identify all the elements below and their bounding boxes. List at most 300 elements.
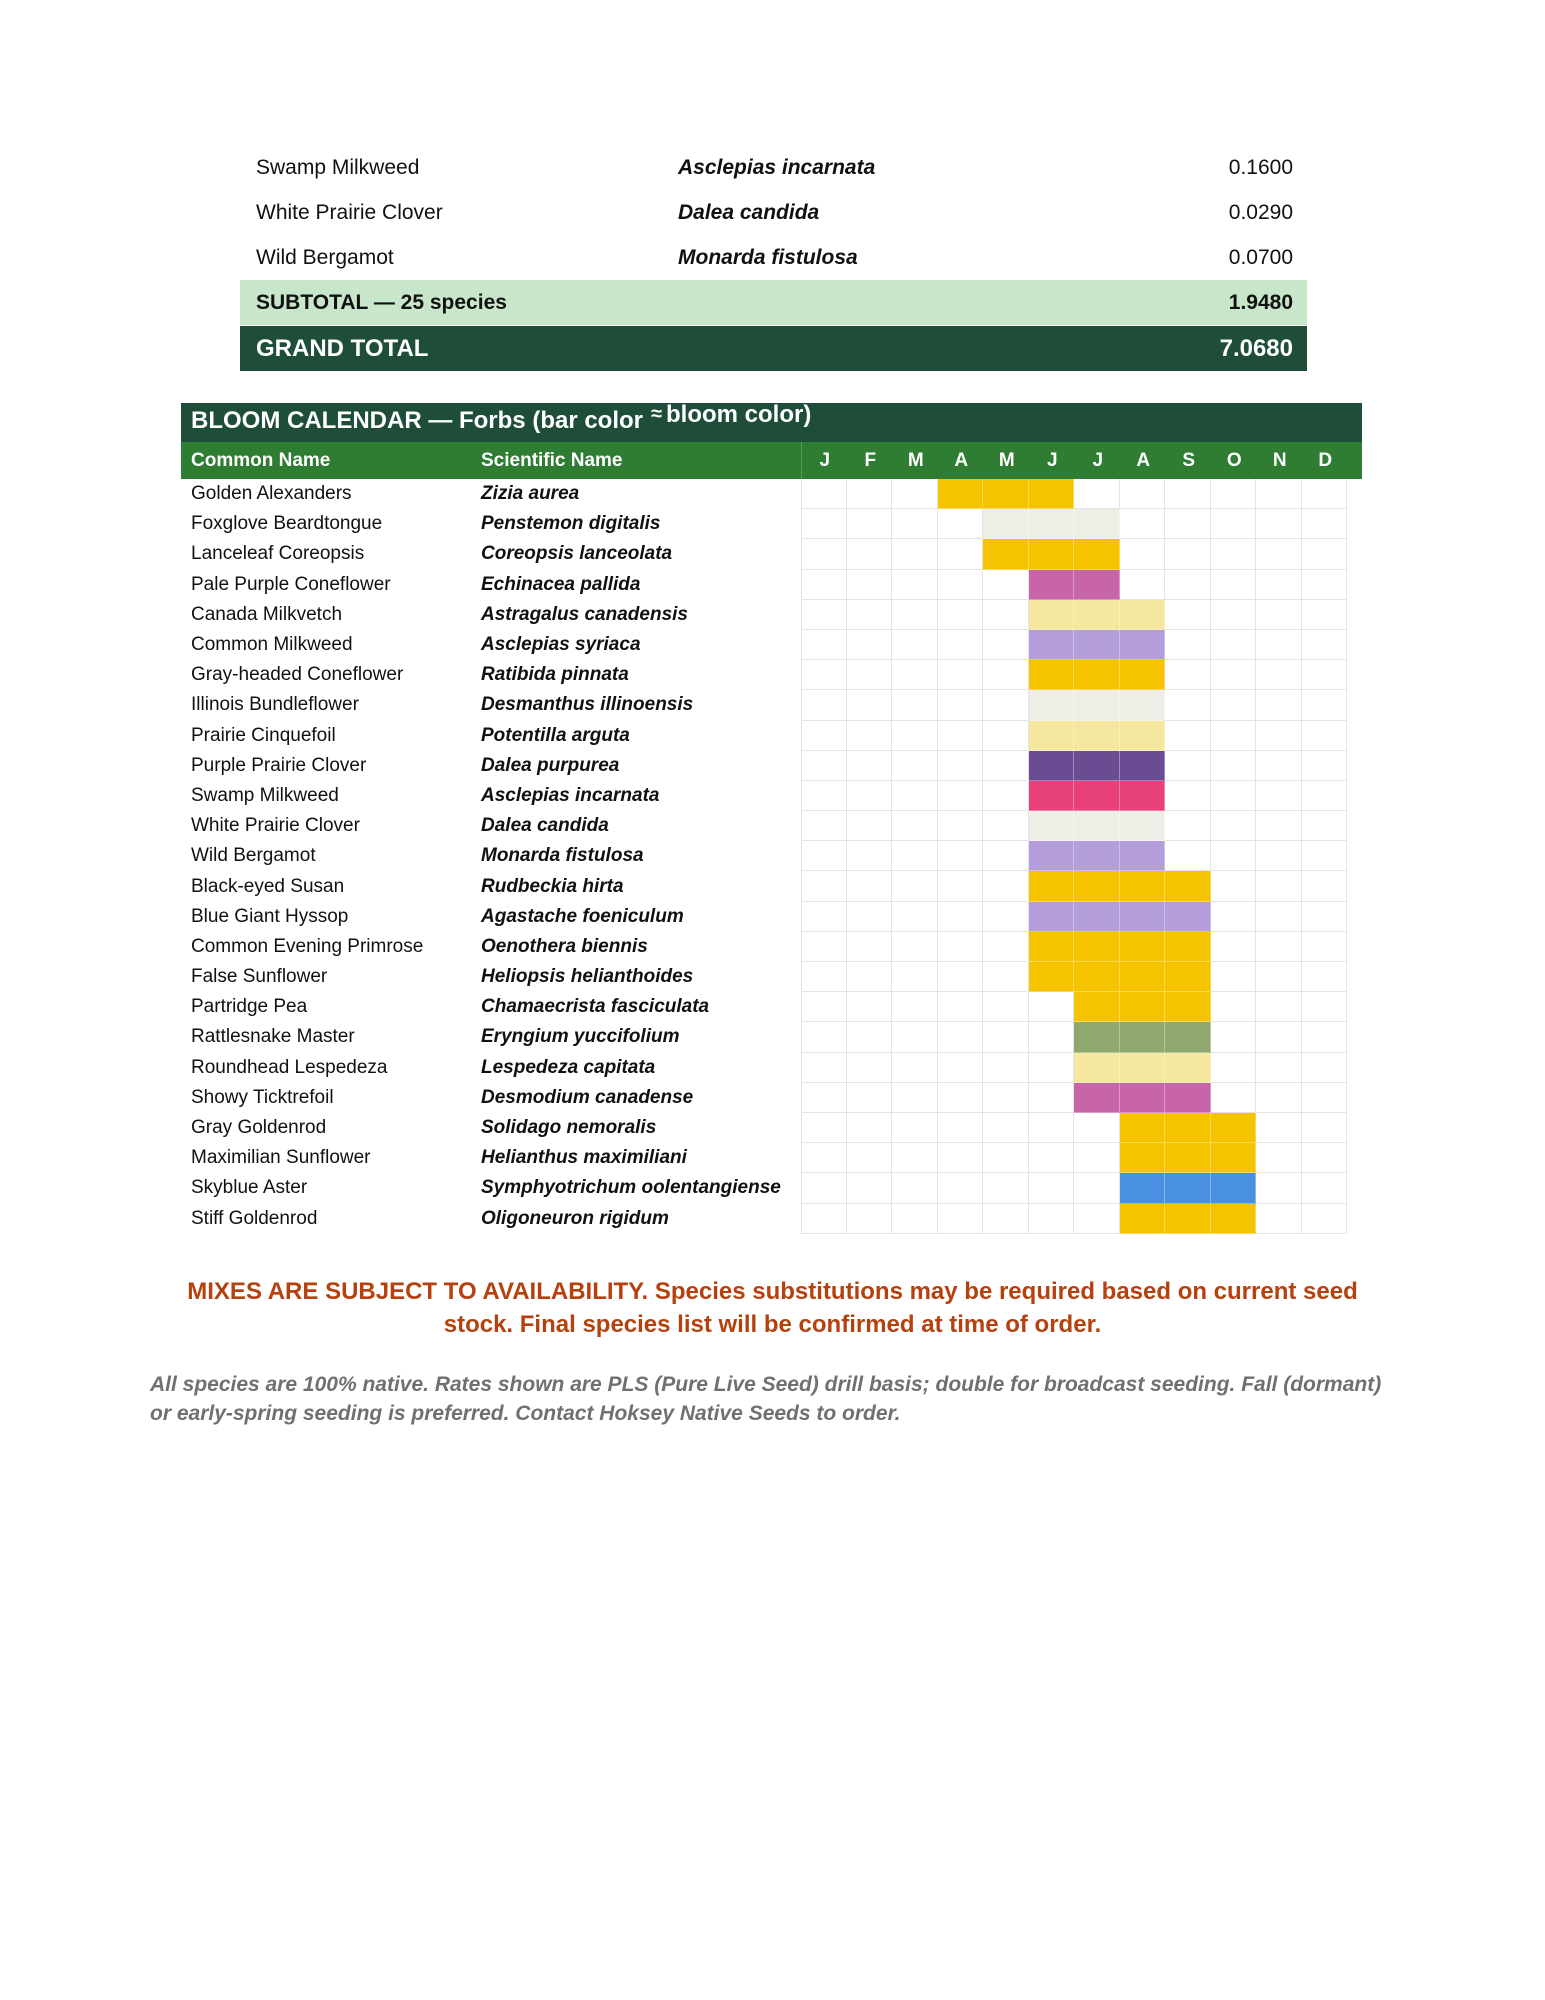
empty-month-cell (847, 811, 893, 841)
bloom-bar-cell (1029, 479, 1075, 509)
rate-value: 0.1600 (1228, 155, 1293, 179)
bloom-scientific-name: Agastache foeniculum (481, 905, 684, 927)
bloom-scientific-name: Echinacea pallida (481, 573, 641, 595)
empty-month-cell (1256, 1173, 1302, 1203)
empty-month-cell (1302, 479, 1348, 509)
bloom-scientific-name: Lespedeza capitata (481, 1056, 656, 1078)
bloom-row (181, 630, 1362, 660)
empty-month-cell (1256, 1083, 1302, 1113)
empty-month-cell (983, 871, 1029, 901)
bloom-row (181, 781, 1362, 811)
empty-month-cell (1165, 781, 1211, 811)
bloom-bar-cell (1029, 932, 1075, 962)
bloom-month-cells (801, 1113, 1347, 1143)
empty-month-cell (983, 1083, 1029, 1113)
empty-month-cell (847, 1022, 893, 1052)
empty-month-cell (1302, 811, 1348, 841)
empty-month-cell (801, 570, 847, 600)
empty-month-cell (892, 690, 938, 720)
empty-month-cell (1302, 992, 1348, 1022)
empty-month-cell (801, 660, 847, 690)
empty-month-cell (801, 781, 847, 811)
empty-month-cell (938, 811, 984, 841)
bloom-bar-cell (1029, 570, 1075, 600)
empty-month-cell (1302, 630, 1348, 660)
rate-scientific-name: Asclepias incarnata (678, 155, 876, 179)
empty-month-cell (801, 1053, 847, 1083)
empty-month-cell (1256, 690, 1302, 720)
empty-month-cell (892, 630, 938, 660)
month-header: D (1318, 450, 1333, 471)
empty-month-cell (1029, 1022, 1075, 1052)
empty-month-cell (801, 1022, 847, 1052)
empty-month-cell (892, 600, 938, 630)
bloom-month-cells (801, 902, 1347, 932)
bloom-bar-cell (1120, 932, 1166, 962)
bloom-row (181, 871, 1362, 901)
bloom-bar-cell (1074, 992, 1120, 1022)
bloom-bar-cell (1074, 871, 1120, 901)
empty-month-cell (892, 1083, 938, 1113)
grand-total-rate: 7.0680 (1219, 334, 1293, 362)
empty-month-cell (1302, 902, 1348, 932)
bloom-common-name: Black-eyed Susan (191, 875, 345, 897)
empty-month-cell (801, 841, 847, 871)
empty-month-cell (938, 570, 984, 600)
month-headers (801, 442, 1348, 479)
empty-month-cell (801, 1083, 847, 1113)
empty-month-cell (801, 1143, 847, 1173)
bloom-row (181, 1173, 1362, 1203)
bloom-bar-cell (1120, 1204, 1166, 1234)
bloom-month-cells (801, 690, 1347, 720)
bloom-bar-cell (983, 539, 1029, 569)
empty-month-cell (1029, 1204, 1075, 1234)
empty-month-cell (1211, 630, 1257, 660)
bloom-month-cells (801, 509, 1347, 539)
empty-month-cell (892, 1143, 938, 1173)
bloom-bar-cell (1029, 871, 1075, 901)
empty-month-cell (892, 721, 938, 751)
empty-month-cell (847, 1204, 893, 1234)
empty-month-cell (801, 721, 847, 751)
empty-month-cell (847, 600, 893, 630)
empty-month-cell (801, 811, 847, 841)
bloom-row (181, 841, 1362, 871)
bloom-bar-cell (1211, 1204, 1257, 1234)
empty-month-cell (983, 690, 1029, 720)
empty-month-cell (983, 600, 1029, 630)
bloom-row (181, 1204, 1362, 1234)
empty-month-cell (847, 479, 893, 509)
empty-month-cell (1211, 781, 1257, 811)
empty-month-cell (847, 1173, 893, 1203)
title-main: BLOOM CALENDAR — Forbs (bar color (191, 407, 644, 434)
bloom-bar-cell (1120, 811, 1166, 841)
bloom-bar-cell (1120, 630, 1166, 660)
bloom-common-name: Partridge Pea (191, 996, 308, 1018)
empty-month-cell (892, 1053, 938, 1083)
empty-month-cell (983, 1053, 1029, 1083)
bloom-month-cells (801, 600, 1347, 630)
bloom-bar-cell (1165, 1053, 1211, 1083)
empty-month-cell (801, 690, 847, 720)
empty-month-cell (938, 690, 984, 720)
bloom-bar-cell (1120, 1083, 1166, 1113)
empty-month-cell (1165, 751, 1211, 781)
bloom-bar-cell (1029, 721, 1075, 751)
empty-month-cell (1211, 479, 1257, 509)
bloom-month-cells (801, 811, 1347, 841)
empty-month-cell (1074, 479, 1120, 509)
bloom-month-cells (801, 1173, 1347, 1203)
empty-month-cell (1302, 1113, 1348, 1143)
bloom-scientific-name: Heliopsis helianthoides (481, 966, 694, 988)
empty-month-cell (892, 539, 938, 569)
empty-month-cell (1211, 992, 1257, 1022)
empty-month-cell (1165, 721, 1211, 751)
header-scientific-name: Scientific Name (481, 449, 623, 471)
empty-month-cell (801, 479, 847, 509)
bloom-row (181, 1113, 1362, 1143)
empty-month-cell (1256, 539, 1302, 569)
bloom-bar-cell (1165, 1113, 1211, 1143)
empty-month-cell (892, 479, 938, 509)
bloom-common-name: Gray Goldenrod (191, 1117, 327, 1139)
bloom-scientific-name: Helianthus maximiliani (481, 1147, 687, 1169)
bloom-month-cells (801, 1143, 1347, 1173)
bloom-bar-cell (1029, 660, 1075, 690)
bloom-common-name: Canada Milkvetch (191, 603, 343, 625)
empty-month-cell (892, 871, 938, 901)
empty-month-cell (1029, 1053, 1075, 1083)
empty-month-cell (1029, 1143, 1075, 1173)
bloom-common-name: Maximilian Sunflower (191, 1147, 371, 1169)
bloom-scientific-name: Coreopsis lanceolata (481, 543, 673, 565)
empty-month-cell (983, 751, 1029, 781)
empty-month-cell (938, 1083, 984, 1113)
empty-month-cell (983, 781, 1029, 811)
empty-month-cell (847, 1143, 893, 1173)
bloom-row (181, 690, 1362, 720)
bloom-bar-cell (1029, 690, 1075, 720)
bloom-bar-cell (1074, 1083, 1120, 1113)
month-header: J (1046, 450, 1058, 471)
month-header: A (1136, 450, 1151, 471)
rate-scientific-name: Dalea candida (678, 200, 820, 224)
empty-month-cell (801, 871, 847, 901)
empty-month-cell (801, 509, 847, 539)
bloom-scientific-name: Desmodium canadense (481, 1086, 694, 1108)
empty-month-cell (1211, 1083, 1257, 1113)
bloom-bar-cell (1120, 871, 1166, 901)
empty-month-cell (847, 871, 893, 901)
empty-month-cell (1302, 932, 1348, 962)
bloom-bar-cell (1074, 932, 1120, 962)
empty-month-cell (801, 600, 847, 630)
empty-month-cell (801, 539, 847, 569)
rate-row (240, 190, 1307, 235)
bloom-bar-cell (1074, 721, 1120, 751)
empty-month-cell (1302, 660, 1348, 690)
empty-month-cell (938, 721, 984, 751)
bloom-common-name: Golden Alexanders (191, 483, 352, 505)
rate-common-name: Swamp Milkweed (256, 155, 420, 179)
empty-month-cell (938, 751, 984, 781)
bloom-bar-cell (1074, 660, 1120, 690)
bloom-bar-cell (1029, 600, 1075, 630)
empty-month-cell (847, 902, 893, 932)
empty-month-cell (938, 1113, 984, 1143)
bloom-calendar-title (181, 403, 1362, 442)
empty-month-cell (1165, 570, 1211, 600)
bloom-bar-cell (1074, 509, 1120, 539)
bloom-bar-cell (1074, 811, 1120, 841)
bloom-month-cells (801, 630, 1347, 660)
empty-month-cell (1165, 690, 1211, 720)
bloom-row (181, 539, 1362, 569)
empty-month-cell (1256, 811, 1302, 841)
bloom-row (181, 992, 1362, 1022)
empty-month-cell (983, 660, 1029, 690)
bloom-bar-cell (1074, 781, 1120, 811)
empty-month-cell (938, 1204, 984, 1234)
empty-month-cell (847, 962, 893, 992)
empty-month-cell (1302, 570, 1348, 600)
empty-month-cell (1074, 1204, 1120, 1234)
title-tail: bloom color) (666, 401, 812, 428)
empty-month-cell (1256, 992, 1302, 1022)
empty-month-cell (1165, 600, 1211, 630)
empty-month-cell (1256, 721, 1302, 751)
empty-month-cell (938, 600, 984, 630)
bloom-bar-cell (1029, 902, 1075, 932)
bloom-row (181, 721, 1362, 751)
rate-row (240, 235, 1307, 280)
empty-month-cell (1302, 871, 1348, 901)
empty-month-cell (938, 660, 984, 690)
empty-month-cell (1165, 630, 1211, 660)
bloom-row (181, 751, 1362, 781)
empty-month-cell (1029, 1083, 1075, 1113)
bloom-common-name: Purple Prairie Clover (191, 754, 367, 776)
empty-month-cell (1211, 811, 1257, 841)
bloom-bar-cell (1165, 871, 1211, 901)
empty-month-cell (1029, 1173, 1075, 1203)
bloom-bar-cell (983, 479, 1029, 509)
empty-month-cell (1256, 1204, 1302, 1234)
bloom-row (181, 509, 1362, 539)
empty-month-cell (892, 1204, 938, 1234)
empty-month-cell (938, 539, 984, 569)
bloom-common-name: Common Milkweed (191, 634, 353, 656)
month-header: F (864, 450, 877, 471)
month-header: J (1092, 450, 1104, 471)
empty-month-cell (938, 781, 984, 811)
subtotal-label: SUBTOTAL — 25 species (256, 290, 507, 314)
empty-month-cell (1211, 660, 1257, 690)
month-header: M (998, 450, 1015, 471)
bloom-common-name: Lanceleaf Coreopsis (191, 543, 365, 565)
bloom-scientific-name: Ratibida pinnata (481, 664, 629, 686)
rate-common-name: White Prairie Clover (256, 200, 443, 224)
bloom-bar-cell (1120, 841, 1166, 871)
empty-month-cell (892, 902, 938, 932)
bloom-bar-cell (1074, 841, 1120, 871)
bloom-row (181, 902, 1362, 932)
bloom-calendar (181, 403, 1362, 1234)
empty-month-cell (1256, 1053, 1302, 1083)
bloom-month-cells (801, 1083, 1347, 1113)
bloom-month-cells (801, 479, 1347, 509)
rate-rows (240, 145, 1307, 280)
bloom-bar-cell (1211, 1143, 1257, 1173)
empty-month-cell (1211, 871, 1257, 901)
empty-month-cell (1256, 509, 1302, 539)
bloom-row (181, 932, 1362, 962)
bloom-bar-cell (1120, 1113, 1166, 1143)
bloom-bar-cell (1120, 781, 1166, 811)
empty-month-cell (1256, 600, 1302, 630)
empty-month-cell (983, 1022, 1029, 1052)
rate-scientific-name: Monarda fistulosa (678, 245, 858, 269)
empty-month-cell (938, 871, 984, 901)
bloom-row (181, 1053, 1362, 1083)
empty-month-cell (1302, 841, 1348, 871)
empty-month-cell (1256, 781, 1302, 811)
empty-month-cell (938, 932, 984, 962)
grand-total-label: GRAND TOTAL (256, 334, 429, 362)
month-header: A (954, 450, 969, 471)
bloom-bar-cell (1120, 751, 1166, 781)
empty-month-cell (892, 1022, 938, 1052)
bloom-common-name: White Prairie Clover (191, 815, 360, 837)
empty-month-cell (938, 902, 984, 932)
bloom-bar-cell (1074, 570, 1120, 600)
empty-month-cell (1302, 1143, 1348, 1173)
empty-month-cell (983, 1143, 1029, 1173)
empty-month-cell (1302, 721, 1348, 751)
empty-month-cell (847, 781, 893, 811)
bloom-scientific-name: Astragalus canadensis (481, 603, 688, 625)
bloom-row (181, 570, 1362, 600)
empty-month-cell (1120, 539, 1166, 569)
bloom-month-cells (801, 841, 1347, 871)
bloom-common-name: False Sunflower (191, 966, 328, 988)
footnote: All species are 100% native. Rates shown are PLS (Pure Live Seed) drill basis; double for broadcast seeding. Fall (dormant) or early-spring seeding is preferred. Contact Hoksey Native Seeds to order. (150, 1373, 1382, 1425)
bloom-row (181, 1083, 1362, 1113)
month-header: O (1226, 450, 1242, 471)
bloom-bar-cell (1120, 600, 1166, 630)
bloom-common-name: Stiff Goldenrod (191, 1207, 318, 1229)
bloom-common-name: Wild Bergamot (191, 845, 316, 867)
empty-month-cell (1302, 1083, 1348, 1113)
bloom-common-name: Showy Ticktrefoil (191, 1086, 334, 1108)
empty-month-cell (847, 539, 893, 569)
bloom-bar-cell (1120, 962, 1166, 992)
empty-month-cell (847, 932, 893, 962)
empty-month-cell (1302, 781, 1348, 811)
bloom-bar-cell (1120, 1022, 1166, 1052)
empty-month-cell (892, 509, 938, 539)
empty-month-cell (892, 660, 938, 690)
rate-value: 0.0700 (1228, 245, 1293, 269)
bloom-bar-cell (1120, 690, 1166, 720)
empty-month-cell (1120, 570, 1166, 600)
empty-month-cell (1256, 871, 1302, 901)
bloom-bar-cell (1120, 1053, 1166, 1083)
bloom-bar-cell (1120, 1173, 1166, 1203)
bloom-common-name: Blue Giant Hyssop (191, 905, 349, 927)
bloom-bar-cell (1074, 1022, 1120, 1052)
bloom-scientific-name: Symphyotrichum oolentangiense (481, 1177, 781, 1199)
empty-month-cell (847, 570, 893, 600)
empty-month-cell (983, 811, 1029, 841)
header-common-name: Common Name (191, 449, 331, 471)
empty-month-cell (1211, 1022, 1257, 1052)
empty-month-cell (1211, 690, 1257, 720)
empty-month-cell (1256, 1143, 1302, 1173)
bloom-row (181, 660, 1362, 690)
empty-month-cell (1074, 1113, 1120, 1143)
bloom-row (181, 479, 1362, 509)
bloom-bar-cell (1165, 1143, 1211, 1173)
empty-month-cell (938, 1053, 984, 1083)
bloom-scientific-name: Rudbeckia hirta (481, 875, 624, 897)
bloom-month-cells (801, 751, 1347, 781)
bloom-month-cells (801, 570, 1347, 600)
empty-month-cell (892, 751, 938, 781)
empty-month-cell (847, 1113, 893, 1143)
bloom-month-cells (801, 1204, 1347, 1234)
bloom-scientific-name: Asclepias incarnata (481, 784, 660, 806)
subtotal-rate: 1.9480 (1228, 290, 1293, 314)
empty-month-cell (892, 841, 938, 871)
empty-month-cell (1256, 1113, 1302, 1143)
bloom-bar-cell (1029, 509, 1075, 539)
bloom-bar-cell (1211, 1113, 1257, 1143)
bloom-bar-cell (1120, 1143, 1166, 1173)
empty-month-cell (983, 841, 1029, 871)
empty-month-cell (983, 1173, 1029, 1203)
empty-month-cell (892, 932, 938, 962)
bloom-scientific-name: Potentilla arguta (481, 724, 630, 746)
month-header: S (1182, 450, 1196, 471)
empty-month-cell (1211, 932, 1257, 962)
bloom-month-cells (801, 1053, 1347, 1083)
empty-month-cell (847, 690, 893, 720)
empty-month-cell (938, 992, 984, 1022)
empty-month-cell (847, 751, 893, 781)
rate-common-name: Wild Bergamot (256, 245, 394, 269)
empty-month-cell (847, 660, 893, 690)
bloom-month-cells (801, 1022, 1347, 1052)
empty-month-cell (1256, 902, 1302, 932)
bloom-month-cells (801, 962, 1347, 992)
empty-month-cell (938, 1022, 984, 1052)
empty-month-cell (801, 1113, 847, 1143)
empty-month-cell (847, 992, 893, 1022)
bloom-month-cells (801, 721, 1347, 751)
empty-month-cell (1211, 902, 1257, 932)
bloom-bar-cell (1029, 630, 1075, 660)
empty-month-cell (1302, 962, 1348, 992)
empty-month-cell (1211, 841, 1257, 871)
empty-month-cell (847, 1053, 893, 1083)
empty-month-cell (1165, 660, 1211, 690)
bloom-scientific-name: Dalea candida (481, 815, 609, 837)
title-approx-symbol: ≈ (651, 403, 662, 425)
